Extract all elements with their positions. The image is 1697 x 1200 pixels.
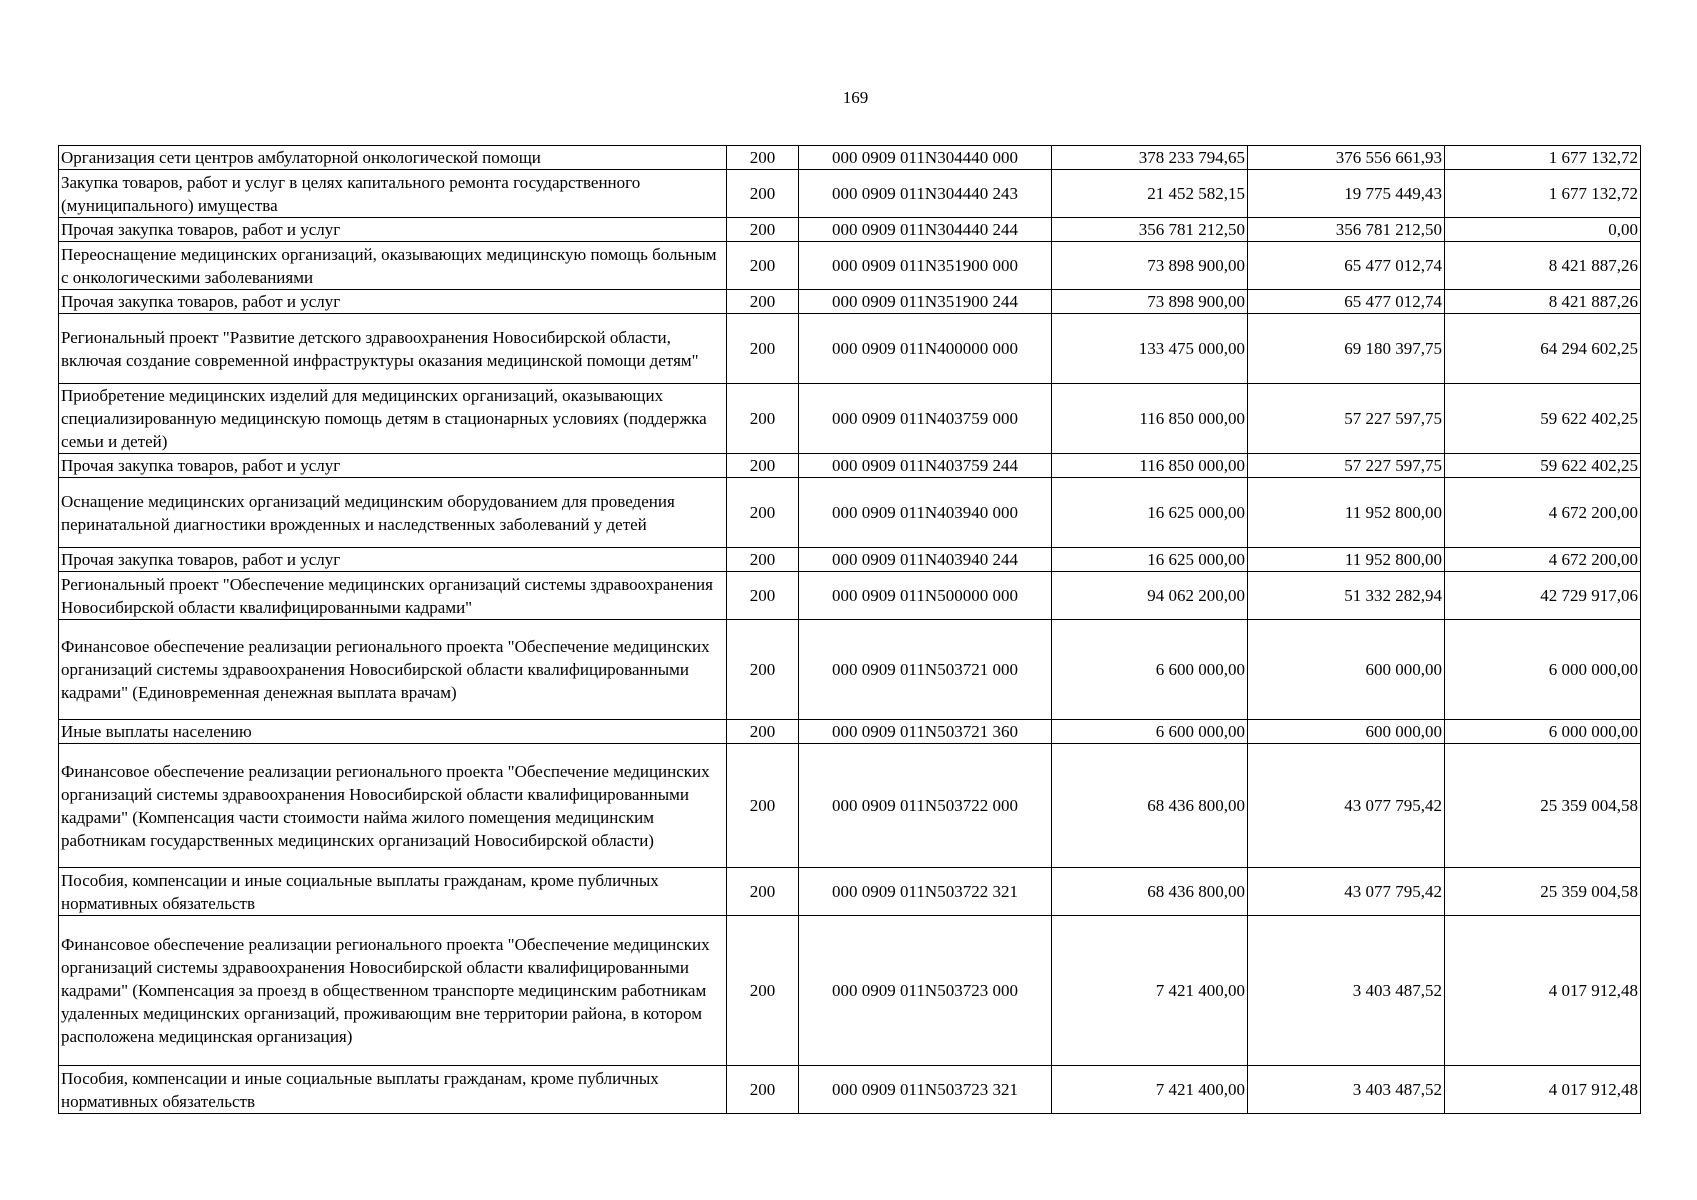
row-unexecuted-cell: 25 359 004,58: [1445, 868, 1641, 916]
row-approved-cell: 6 600 000,00: [1052, 620, 1248, 720]
row-approved-cell: 6 600 000,00: [1052, 720, 1248, 744]
row-executed-cell: 51 332 282,94: [1248, 572, 1445, 620]
row-approved-cell: 68 436 800,00: [1052, 868, 1248, 916]
row-name-cell: Прочая закупка товаров, работ и услуг: [59, 290, 727, 314]
row-executed-cell: 57 227 597,75: [1248, 454, 1445, 478]
row-unexecuted-cell: 8 421 887,26: [1445, 242, 1641, 290]
row-name-cell: Прочая закупка товаров, работ и услуг: [59, 218, 727, 242]
row-code-cell: 200: [727, 218, 799, 242]
row-approved-cell: 133 475 000,00: [1052, 314, 1248, 384]
row-unexecuted-cell: 64 294 602,25: [1445, 314, 1641, 384]
row-code-cell: 200: [727, 572, 799, 620]
row-code-cell: 200: [727, 454, 799, 478]
row-code-cell: 200: [727, 170, 799, 218]
table-row: [59, 744, 1641, 868]
row-approved-cell: 116 850 000,00: [1052, 454, 1248, 478]
budget-execution-table: [58, 145, 1641, 1114]
row-name-cell: Иные выплаты населению: [59, 720, 727, 744]
row-approved-cell: 7 421 400,00: [1052, 916, 1248, 1066]
row-code-cell: 200: [727, 744, 799, 868]
row-approved-cell: 7 421 400,00: [1052, 1066, 1248, 1114]
row-unexecuted-cell: 8 421 887,26: [1445, 290, 1641, 314]
row-executed-cell: 356 781 212,50: [1248, 218, 1445, 242]
row-code-cell: 200: [727, 916, 799, 1066]
row-kbk-cell: 000 0909 011N403940 244: [799, 548, 1052, 572]
row-name-cell: Региональный проект "Обеспечение медицинских организаций системы здравоохранения Новосибирской области квалифицированными кадрами": [59, 572, 727, 620]
row-unexecuted-cell: 1 677 132,72: [1445, 170, 1641, 218]
row-kbk-cell: 000 0909 011N503723 000: [799, 916, 1052, 1066]
row-approved-cell: 68 436 800,00: [1052, 744, 1248, 868]
row-unexecuted-cell: 42 729 917,06: [1445, 572, 1641, 620]
row-executed-cell: 43 077 795,42: [1248, 744, 1445, 868]
row-code-cell: 200: [727, 548, 799, 572]
row-unexecuted-cell: 0,00: [1445, 218, 1641, 242]
row-kbk-cell: 000 0909 011N503721 000: [799, 620, 1052, 720]
row-kbk-cell: 000 0909 011N503721 360: [799, 720, 1052, 744]
row-approved-cell: 73 898 900,00: [1052, 242, 1248, 290]
row-unexecuted-cell: 59 622 402,25: [1445, 384, 1641, 454]
row-executed-cell: 600 000,00: [1248, 620, 1445, 720]
row-name-cell: Финансовое обеспечение реализации регионального проекта "Обеспечение медицинских организаций системы здравоохранения Новосибирской области квалифицированными кадрами" (Компенсация за проезд в общественном транспорте медицинским работникам удаленных медицинских организаций, проживающим вне территории района, в котором расположена медицинская организация): [59, 916, 727, 1066]
row-code-cell: 200: [727, 620, 799, 720]
row-kbk-cell: 000 0909 011N503722 321: [799, 868, 1052, 916]
row-kbk-cell: 000 0909 011N500000 000: [799, 572, 1052, 620]
row-executed-cell: 11 952 800,00: [1248, 478, 1445, 548]
row-executed-cell: 376 556 661,93: [1248, 146, 1445, 170]
row-code-cell: 200: [727, 384, 799, 454]
row-code-cell: 200: [727, 146, 799, 170]
row-executed-cell: 65 477 012,74: [1248, 242, 1445, 290]
row-kbk-cell: 000 0909 011N503722 000: [799, 744, 1052, 868]
row-kbk-cell: 000 0909 011N403940 000: [799, 478, 1052, 548]
row-executed-cell: 11 952 800,00: [1248, 548, 1445, 572]
table-row: [59, 548, 1641, 572]
row-approved-cell: 94 062 200,00: [1052, 572, 1248, 620]
row-kbk-cell: 000 0909 011N403759 244: [799, 454, 1052, 478]
row-executed-cell: 57 227 597,75: [1248, 384, 1445, 454]
row-unexecuted-cell: 1 677 132,72: [1445, 146, 1641, 170]
row-approved-cell: 16 625 000,00: [1052, 478, 1248, 548]
row-executed-cell: 3 403 487,52: [1248, 916, 1445, 1066]
row-name-cell: Переоснащение медицинских организаций, оказывающих медицинскую помощь больным с онкологическими заболеваниями: [59, 242, 727, 290]
row-unexecuted-cell: 4 672 200,00: [1445, 478, 1641, 548]
row-approved-cell: 21 452 582,15: [1052, 170, 1248, 218]
row-unexecuted-cell: 6 000 000,00: [1445, 720, 1641, 744]
row-kbk-cell: 000 0909 011N400000 000: [799, 314, 1052, 384]
row-name-cell: Пособия, компенсации и иные социальные выплаты гражданам, кроме публичных нормативных обязательств: [59, 868, 727, 916]
row-kbk-cell: 000 0909 011N351900 244: [799, 290, 1052, 314]
table-row: [59, 572, 1641, 620]
table-row: [59, 146, 1641, 170]
row-executed-cell: 3 403 487,52: [1248, 1066, 1445, 1114]
row-unexecuted-cell: 25 359 004,58: [1445, 744, 1641, 868]
row-kbk-cell: 000 0909 011N304440 243: [799, 170, 1052, 218]
page-number: 169: [842, 88, 869, 107]
row-unexecuted-cell: 59 622 402,25: [1445, 454, 1641, 478]
row-kbk-cell: 000 0909 011N304440 000: [799, 146, 1052, 170]
row-unexecuted-cell: 4 017 912,48: [1445, 916, 1641, 1066]
table-body: [59, 146, 1641, 1114]
row-kbk-cell: 000 0909 011N304440 244: [799, 218, 1052, 242]
row-unexecuted-cell: 4 672 200,00: [1445, 548, 1641, 572]
row-code-cell: 200: [727, 720, 799, 744]
table-row: [59, 290, 1641, 314]
row-executed-cell: 19 775 449,43: [1248, 170, 1445, 218]
row-name-cell: Организация сети центров амбулаторной онкологической помощи: [59, 146, 727, 170]
table-row: [59, 1066, 1641, 1114]
row-code-cell: 200: [727, 868, 799, 916]
row-code-cell: 200: [727, 314, 799, 384]
table-row: [59, 868, 1641, 916]
table-row: [59, 170, 1641, 218]
row-approved-cell: 16 625 000,00: [1052, 548, 1248, 572]
table-row: [59, 218, 1641, 242]
row-code-cell: 200: [727, 242, 799, 290]
row-executed-cell: 69 180 397,75: [1248, 314, 1445, 384]
table-row: [59, 314, 1641, 384]
table-row: [59, 384, 1641, 454]
row-approved-cell: 356 781 212,50: [1052, 218, 1248, 242]
row-name-cell: Оснащение медицинских организаций медицинским оборудованием для проведения перинатальной диагностики врожденных и наследственных заболеваний у детей: [59, 478, 727, 548]
row-name-cell: Финансовое обеспечение реализации регионального проекта "Обеспечение медицинских организаций системы здравоохранения Новосибирской области квалифицированными кадрами" (Компенсация части стоимости найма жилого помещения медицинским работникам государственных медицинских организаций Новосибирской области): [59, 744, 727, 868]
table-row: [59, 620, 1641, 720]
row-name-cell: Закупка товаров, работ и услуг в целях капитального ремонта государственного (муниципального) имущества: [59, 170, 727, 218]
row-approved-cell: 116 850 000,00: [1052, 384, 1248, 454]
table-row: [59, 242, 1641, 290]
row-name-cell: Прочая закупка товаров, работ и услуг: [59, 548, 727, 572]
row-kbk-cell: 000 0909 011N503723 321: [799, 1066, 1052, 1114]
row-code-cell: 200: [727, 290, 799, 314]
row-approved-cell: 73 898 900,00: [1052, 290, 1248, 314]
row-executed-cell: 65 477 012,74: [1248, 290, 1445, 314]
table-row: [59, 478, 1641, 548]
row-name-cell: Пособия, компенсации и иные социальные выплаты гражданам, кроме публичных нормативных обязательств: [59, 1066, 727, 1114]
row-executed-cell: 600 000,00: [1248, 720, 1445, 744]
table-row: [59, 916, 1641, 1066]
row-name-cell: Прочая закупка товаров, работ и услуг: [59, 454, 727, 478]
row-unexecuted-cell: 4 017 912,48: [1445, 1066, 1641, 1114]
row-code-cell: 200: [727, 1066, 799, 1114]
row-code-cell: 200: [727, 478, 799, 548]
table-row: [59, 454, 1641, 478]
row-name-cell: Приобретение медицинских изделий для медицинских организаций, оказывающих специализированную медицинскую помощь детям в стационарных условиях (поддержка семьи и детей): [59, 384, 727, 454]
row-name-cell: Региональный проект "Развитие детского здравоохранения Новосибирской области, включая создание современной инфраструктуры оказания медицинской помощи детям": [59, 314, 727, 384]
table-row: [59, 720, 1641, 744]
row-kbk-cell: 000 0909 011N403759 000: [799, 384, 1052, 454]
row-executed-cell: 43 077 795,42: [1248, 868, 1445, 916]
row-approved-cell: 378 233 794,65: [1052, 146, 1248, 170]
row-kbk-cell: 000 0909 011N351900 000: [799, 242, 1052, 290]
row-name-cell: Финансовое обеспечение реализации регионального проекта "Обеспечение медицинских организаций системы здравоохранения Новосибирской области квалифицированными кадрами" (Единовременная денежная выплата врачам): [59, 620, 727, 720]
row-unexecuted-cell: 6 000 000,00: [1445, 620, 1641, 720]
